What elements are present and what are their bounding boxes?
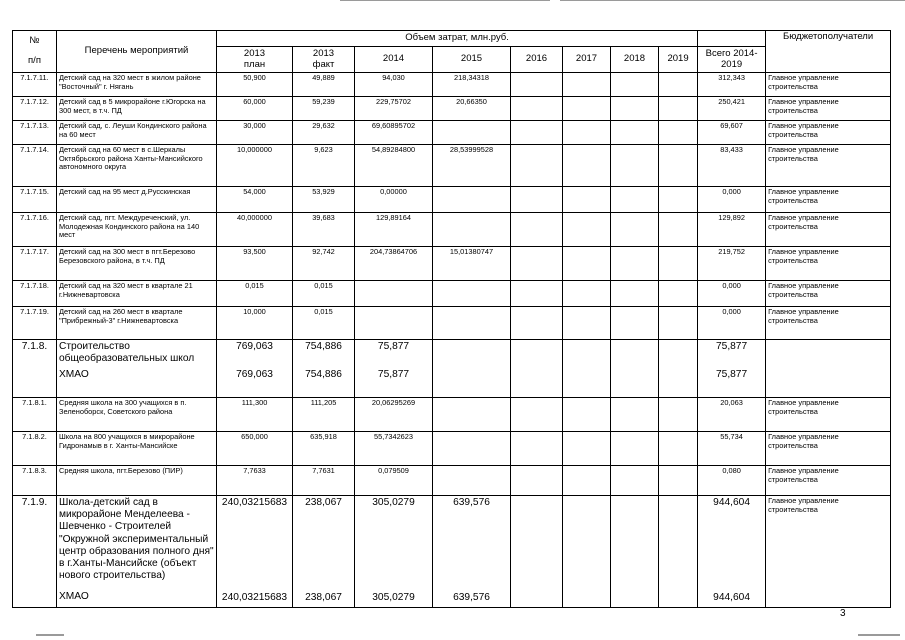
row-2017 — [563, 307, 611, 340]
row-plan-2013: 111,300 — [217, 398, 293, 432]
row-2018 — [611, 73, 659, 97]
row-total: 69,607 — [698, 121, 766, 145]
row-recipient: Главное управление строительства — [766, 307, 891, 340]
section-719-fact-2013: 238,067 — [305, 497, 342, 508]
row-2018 — [611, 145, 659, 187]
header-total-top — [698, 31, 766, 47]
row-total: 20,063 — [698, 398, 766, 432]
header-activities: Перечень мероприятий — [57, 31, 217, 73]
row-name: Детский сад на 300 мест в пгт.Березово Березовского района, в т.ч. ПД — [57, 247, 217, 281]
row-plan-2013: 50,900 — [217, 73, 293, 97]
row-name: Средняя школа на 300 учащихся в п. Зеленоборск, Советского района — [57, 398, 217, 432]
row-fact-2013: 635,918 — [293, 432, 355, 466]
budget-table — [12, 30, 891, 608]
row-recipient: Главное управление строительства — [766, 73, 891, 97]
row-2014: 0,00000 — [355, 187, 433, 213]
section-719-sub-2014: 305,0279 — [372, 591, 415, 603]
row-2019 — [659, 281, 698, 307]
row-fact-2013: 111,205 — [293, 398, 355, 432]
row-fact-2013: 29,632 — [293, 121, 355, 145]
row-2014: 69,60895702 — [355, 121, 433, 145]
row-2018 — [611, 121, 659, 145]
row-recipient: Главное управление строительства — [766, 432, 891, 466]
row-2014: 0,079509 — [355, 466, 433, 496]
row-recipient: Главное управление строительства — [766, 281, 891, 307]
section-718-num: 7.1.8. — [13, 340, 57, 398]
row-2016 — [511, 97, 563, 121]
table-row — [13, 281, 891, 307]
row-total: 129,892 — [698, 213, 766, 247]
row-total: 83,433 — [698, 145, 766, 187]
section-719-2014-cell — [355, 496, 433, 608]
section-719-2015-cell — [433, 496, 511, 608]
section-row-719 — [13, 496, 891, 608]
row-name: Детский сад на 320 мест в квартале 21 г.Нижневартовска — [57, 281, 217, 307]
row-2015: 218,34318 — [433, 73, 511, 97]
row-recipient: Главное управление строительства — [766, 398, 891, 432]
row-2016 — [511, 213, 563, 247]
row-2018 — [611, 247, 659, 281]
header-num-sub-label: п/п — [28, 55, 41, 66]
section-718-sub-plan-2013: 769,063 — [236, 369, 273, 381]
row-2014: 94,030 — [355, 73, 433, 97]
row-fact-2013: 39,683 — [293, 213, 355, 247]
scan-top-mark-right — [560, 0, 905, 1]
header-2018: 2018 — [611, 47, 659, 73]
row-total: 55,734 — [698, 432, 766, 466]
row-2017 — [563, 247, 611, 281]
row-name: Средняя школа, пгт.Березово (ПИР) — [57, 466, 217, 496]
row-2018 — [611, 97, 659, 121]
section-719-sub-total: 944,604 — [713, 591, 750, 603]
section-row-718 — [13, 340, 891, 398]
row-2014: 204,73864706 — [355, 247, 433, 281]
section-718-plan-cell — [217, 340, 293, 398]
row-2016 — [511, 121, 563, 145]
row-num: 7.1.8.2. — [13, 432, 57, 466]
row-2016 — [511, 73, 563, 97]
header-2016: 2016 — [511, 47, 563, 73]
row-2018 — [611, 307, 659, 340]
section-719-num: 7.1.9. — [13, 496, 57, 608]
section-718-2018-cell — [611, 340, 659, 398]
row-2017 — [563, 97, 611, 121]
row-2017 — [563, 145, 611, 187]
section-718-fact-2013: 754,886 — [305, 341, 342, 352]
row-recipient: Главное управление строительства — [766, 213, 891, 247]
section-718-2014-cell — [355, 340, 433, 398]
section-718-2017-cell — [563, 340, 611, 398]
row-name: Детский сад, пгт. Междуреченский, ул. Молодежная Кондинского района на 140 мест — [57, 213, 217, 247]
section-719-total-cell — [698, 496, 766, 608]
row-2019 — [659, 145, 698, 187]
section-718-recipient-cell — [766, 340, 891, 398]
row-name: Детский сад на 95 мест д.Русскинская — [57, 187, 217, 213]
section-719-sub-fact-2013: 238,067 — [305, 591, 342, 603]
row-total: 250,421 — [698, 97, 766, 121]
header-costs: Объем затрат, млн.руб. — [217, 31, 698, 47]
row-recipient: Главное управление строительства — [766, 187, 891, 213]
row-2016 — [511, 187, 563, 213]
row-2019 — [659, 187, 698, 213]
row-num: 7.1.7.15. — [13, 187, 57, 213]
row-2019 — [659, 213, 698, 247]
row-recipient: Главное управление строительства — [766, 145, 891, 187]
row-2019 — [659, 247, 698, 281]
table-row — [13, 73, 891, 97]
row-plan-2013: 30,000 — [217, 121, 293, 145]
section-719-total: 944,604 — [713, 497, 750, 508]
row-num: 7.1.8.1. — [13, 398, 57, 432]
table-row — [13, 121, 891, 145]
row-2016 — [511, 247, 563, 281]
row-2015 — [433, 121, 511, 145]
section-718-sub-name: ХМАО — [59, 369, 89, 381]
row-num: 7.1.7.19. — [13, 307, 57, 340]
row-num: 7.1.8.3. — [13, 466, 57, 496]
row-2018 — [611, 281, 659, 307]
row-total: 0,000 — [698, 307, 766, 340]
row-plan-2013: 60,000 — [217, 97, 293, 121]
header-2015: 2015 — [433, 47, 511, 73]
section-718-total: 75,877 — [715, 341, 748, 352]
header-total: Всего 2014- 2019 — [698, 47, 766, 73]
table-row — [13, 247, 891, 281]
row-2015 — [433, 281, 511, 307]
row-fact-2013: 59,239 — [293, 97, 355, 121]
page-number: 3 — [840, 608, 846, 619]
section-718-cell — [57, 340, 217, 398]
row-2018 — [611, 187, 659, 213]
row-num: 7.1.7.14. — [13, 145, 57, 187]
row-2015 — [433, 187, 511, 213]
row-2017 — [563, 213, 611, 247]
row-2019 — [659, 307, 698, 340]
row-2015 — [433, 307, 511, 340]
row-name: Детский сад в 5 микрорайоне г.Югорска на 300 мест, в т.ч. ПД — [57, 97, 217, 121]
row-fact-2013: 49,889 — [293, 73, 355, 97]
row-2019 — [659, 97, 698, 121]
row-2014 — [355, 281, 433, 307]
section-718-2015-cell — [433, 340, 511, 398]
section-719-2014: 305,0279 — [372, 497, 415, 508]
section-718-sub-2014: 75,877 — [377, 369, 410, 381]
row-2015: 15,01380747 — [433, 247, 511, 281]
row-2014: 55,7342623 — [355, 432, 433, 466]
section-719-recipient: Главное управление строительства — [766, 496, 891, 608]
section-718-plan-2013: 769,063 — [236, 341, 273, 352]
row-plan-2013: 40,000000 — [217, 213, 293, 247]
table-row — [13, 97, 891, 121]
section-718-sub-fact-2013: 754,886 — [305, 369, 342, 381]
header-2013-fact: 2013 факт — [293, 47, 355, 73]
row-total: 219,752 — [698, 247, 766, 281]
row-total: 0,000 — [698, 281, 766, 307]
section-718-2014: 75,877 — [377, 341, 410, 352]
row-2019 — [659, 121, 698, 145]
row-2015: 28,53999528 — [433, 145, 511, 187]
row-num: 7.1.7.17. — [13, 247, 57, 281]
row-plan-2013: 650,000 — [217, 432, 293, 466]
row-recipient: Главное управление строительства — [766, 247, 891, 281]
scan-bottom-mark-left — [36, 634, 64, 636]
row-2015: 20,66350 — [433, 97, 511, 121]
section-718-total-cell — [698, 340, 766, 398]
row-fact-2013: 9,623 — [293, 145, 355, 187]
table-row — [13, 307, 891, 340]
row-2014: 20,06295269 — [355, 398, 433, 432]
section-718-2016-cell — [511, 340, 563, 398]
row-recipient: Главное управление строительства — [766, 97, 891, 121]
section-718-name: Строительство общеобразовательных школ — [59, 341, 195, 365]
table-row — [13, 466, 891, 496]
row-name: Детский сад на 60 мест в с.Шеркалы Октябрьского района Ханты-Мансийского автономного округа — [57, 145, 217, 187]
section-719-plan-cell — [217, 496, 293, 608]
row-num: 7.1.7.13. — [13, 121, 57, 145]
row-plan-2013: 93,500 — [217, 247, 293, 281]
row-2014: 129,89164 — [355, 213, 433, 247]
section-719-fact-cell — [293, 496, 355, 608]
row-plan-2013: 7,7633 — [217, 466, 293, 496]
row-total: 312,343 — [698, 73, 766, 97]
row-plan-2013: 54,000 — [217, 187, 293, 213]
row-2015 — [433, 213, 511, 247]
header-2017: 2017 — [563, 47, 611, 73]
row-recipient: Главное управление строительства — [766, 121, 891, 145]
row-plan-2013: 10,000 — [217, 307, 293, 340]
section-719-2015: 639,576 — [453, 497, 490, 508]
header-recipients: Бюджетополучатели — [766, 31, 891, 73]
table-row — [13, 432, 891, 466]
row-2017 — [563, 281, 611, 307]
section-718-fact-cell — [293, 340, 355, 398]
section-719-name: Школа-детский сад в микрорайоне Менделеева - Шевченко - Строителей "Окружной экспериментальный центр образования полного дня" в г.Ханты-Мансийске (объект нового строительства) — [59, 497, 214, 582]
row-fact-2013: 53,929 — [293, 187, 355, 213]
row-2017 — [563, 187, 611, 213]
table-row — [13, 187, 891, 213]
section-719-plan-2013: 240,03215683 — [221, 497, 288, 508]
header-num-cell — [13, 31, 57, 73]
row-fact-2013: 0,015 — [293, 281, 355, 307]
section-719-cell — [57, 496, 217, 608]
header-2019: 2019 — [659, 47, 698, 73]
header-num-label: № — [29, 35, 40, 47]
row-name: Детский сад на 320 мест в жилом районе "Восточный" г. Нягань — [57, 73, 217, 97]
section-719-sub-2015: 639,576 — [453, 591, 490, 603]
row-name: Детский сад, с. Леуши Кондинского района на 60 мест — [57, 121, 217, 145]
scan-top-mark-left — [340, 0, 550, 1]
row-2016 — [511, 145, 563, 187]
header-2014: 2014 — [355, 47, 433, 73]
row-2016 — [511, 307, 563, 340]
row-2017 — [563, 121, 611, 145]
row-2014: 54,89284800 — [355, 145, 433, 187]
section-718-sub-total: 75,877 — [715, 369, 748, 381]
section-719-sub-plan-2013: 240,03215683 — [221, 591, 288, 603]
row-fact-2013: 7,7631 — [293, 466, 355, 496]
row-plan-2013: 10,000000 — [217, 145, 293, 187]
row-num: 7.1.7.11. — [13, 73, 57, 97]
row-2014 — [355, 307, 433, 340]
scan-bottom-mark-right — [858, 634, 900, 636]
row-2016 — [511, 281, 563, 307]
row-recipient: Главное управление строительства — [766, 466, 891, 496]
table-row — [13, 213, 891, 247]
row-num: 7.1.7.18. — [13, 281, 57, 307]
row-total: 0,000 — [698, 187, 766, 213]
row-2017 — [563, 73, 611, 97]
row-plan-2013: 0,015 — [217, 281, 293, 307]
row-name: Школа на 800 учащихся в микрорайоне Гидронамыв в г. Ханты-Мансийске — [57, 432, 217, 466]
row-num: 7.1.7.12. — [13, 97, 57, 121]
section-718-2019-cell — [659, 340, 698, 398]
row-total: 0,080 — [698, 466, 766, 496]
row-name: Детский сад на 260 мест в квартале "Прибрежный-3" г.Нижневартовска — [57, 307, 217, 340]
row-2014: 229,75702 — [355, 97, 433, 121]
header-2013-plan: 2013 план — [217, 47, 293, 73]
row-fact-2013: 0,015 — [293, 307, 355, 340]
table-row — [13, 398, 891, 432]
table-row — [13, 145, 891, 187]
row-2019 — [659, 73, 698, 97]
row-fact-2013: 92,742 — [293, 247, 355, 281]
row-num: 7.1.7.16. — [13, 213, 57, 247]
row-2018 — [611, 213, 659, 247]
section-719-sub-name: ХМАО — [59, 590, 89, 602]
